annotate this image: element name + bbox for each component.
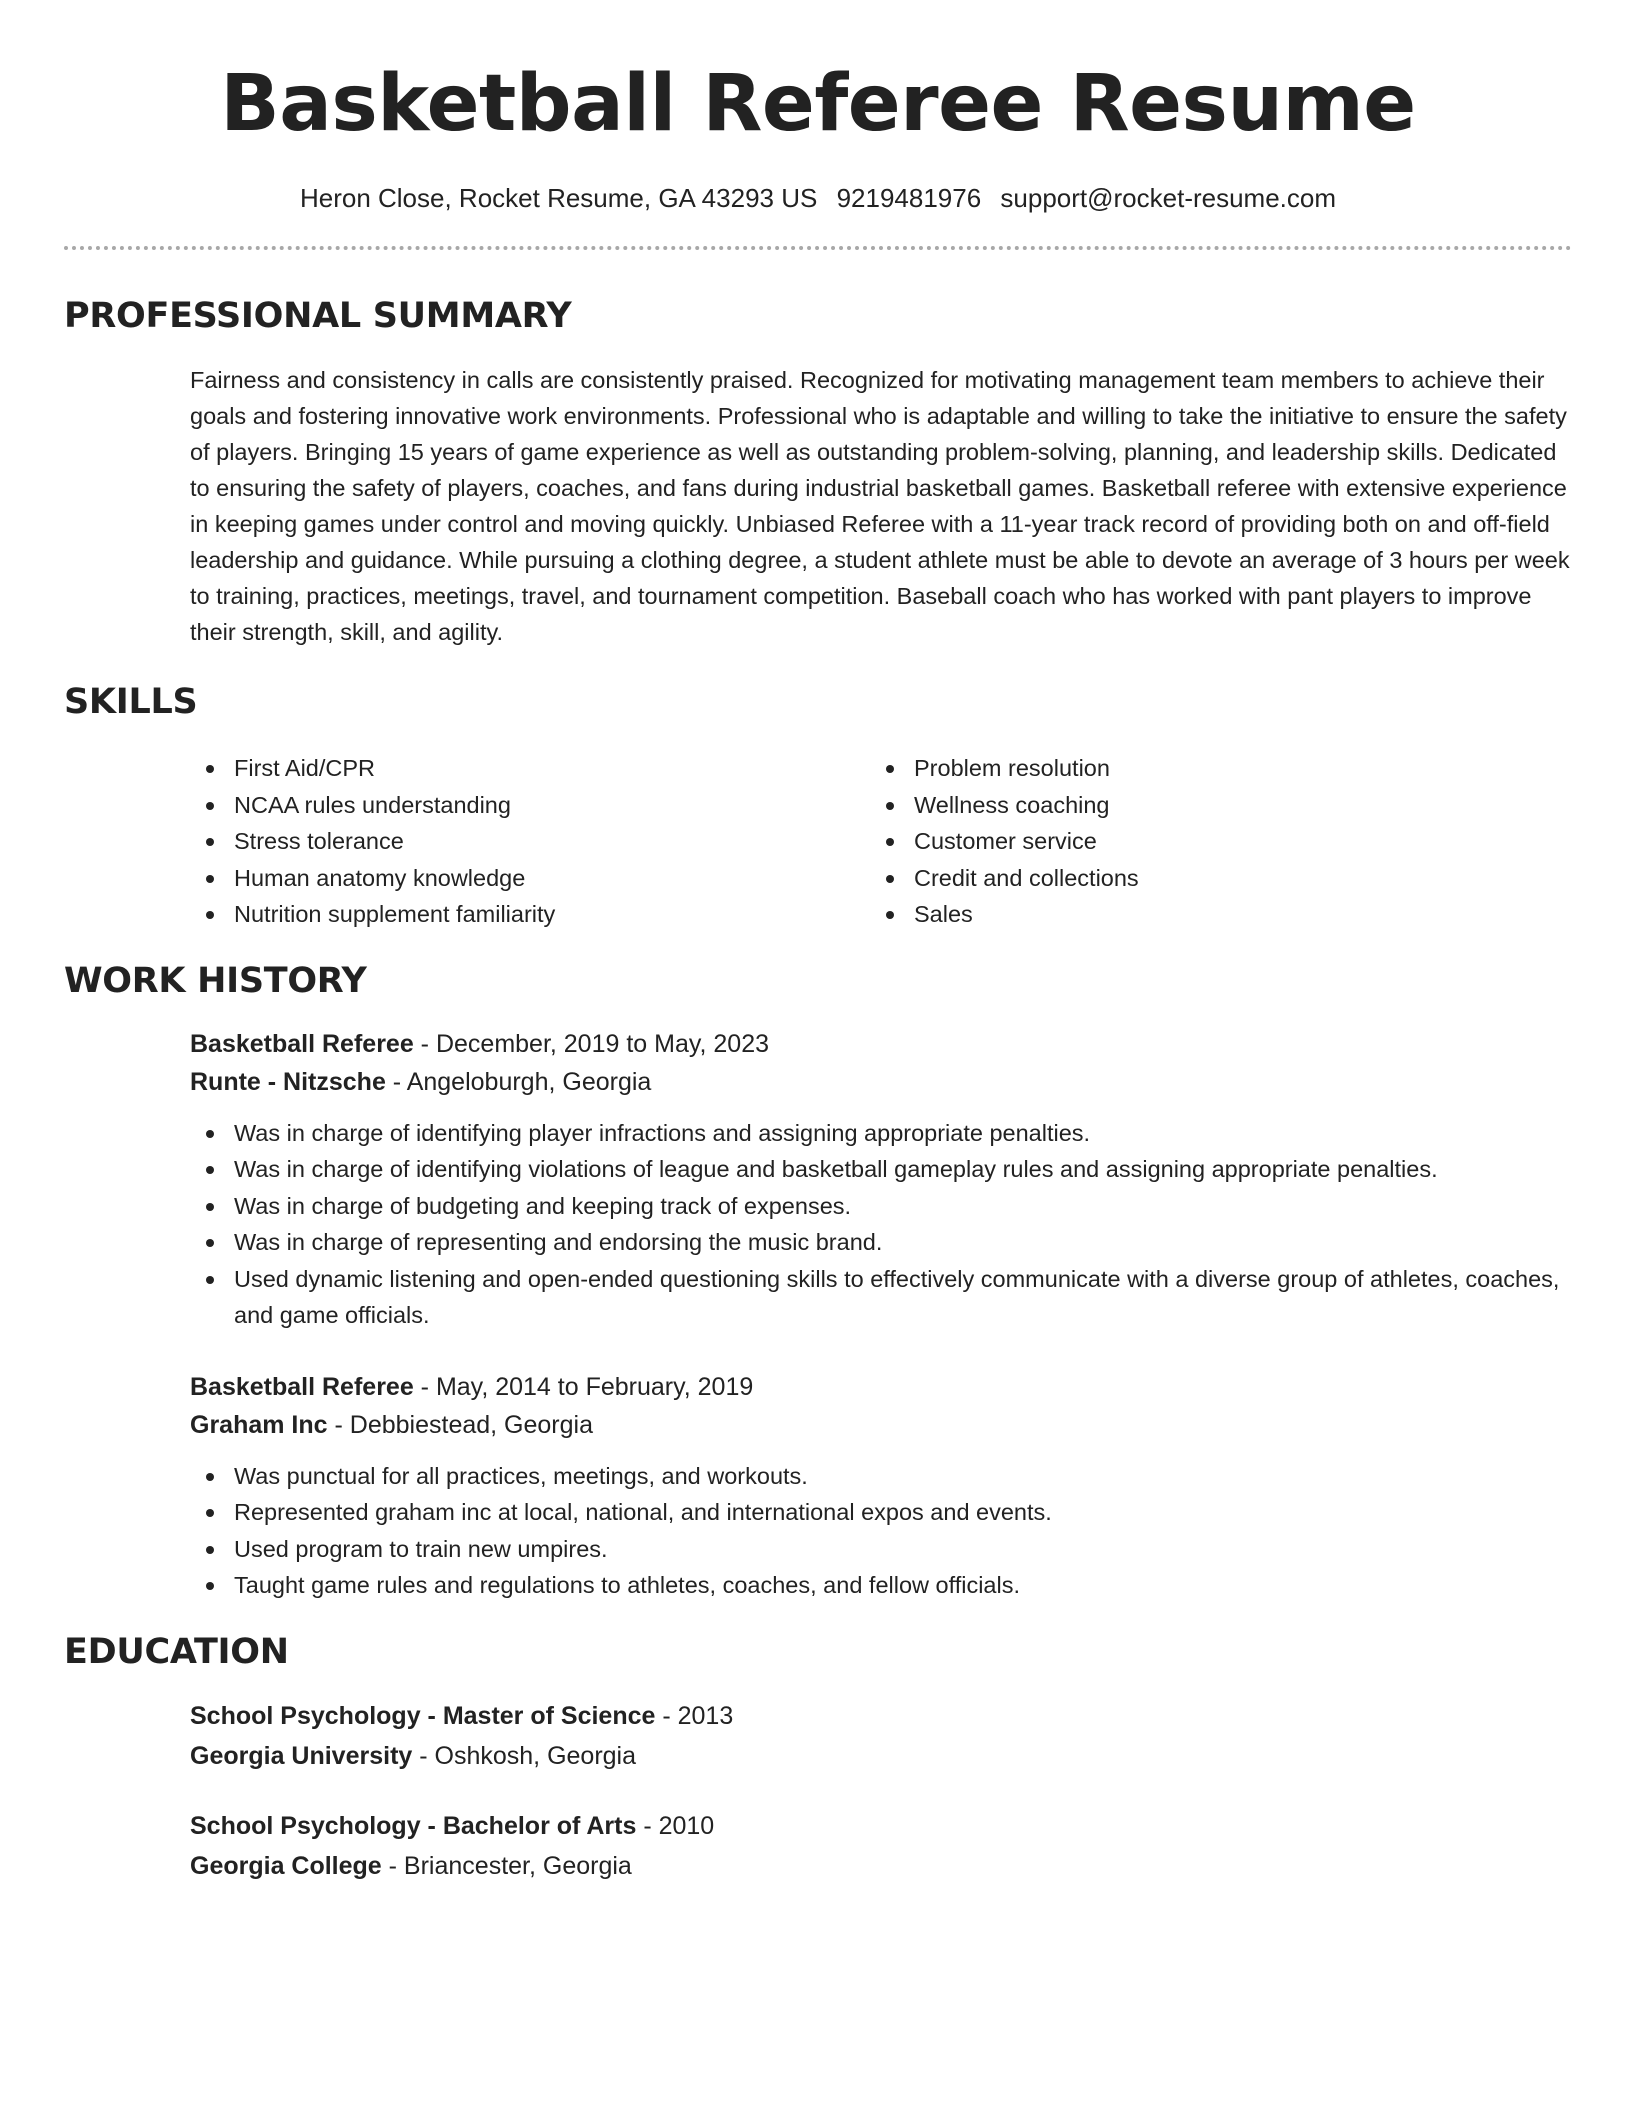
skill-item: Human anatomy knowledge	[190, 860, 870, 897]
job-location: - Debbiestead, Georgia	[327, 1410, 593, 1439]
job-entry	[190, 1368, 1572, 1604]
skill-item: Customer service	[870, 823, 1550, 860]
job-company: Graham Inc	[190, 1410, 328, 1439]
skills-heading: SKILLS	[64, 682, 198, 722]
school-location: - Briancester, Georgia	[381, 1851, 632, 1880]
job-duty: Represented graham inc at local, national, and international expos and events.	[190, 1494, 1572, 1531]
skill-item: Wellness coaching	[870, 787, 1550, 824]
job-title-line	[190, 1368, 1572, 1406]
job-location: - Angeloburgh, Georgia	[385, 1067, 652, 1096]
contact-address: Heron Close, Rocket Resume, GA 43293 US	[299, 183, 818, 213]
job-dates: - May, 2014 to February, 2019	[413, 1372, 754, 1401]
school-location: - Oshkosh, Georgia	[412, 1741, 637, 1770]
contact-phone: 9219481976	[836, 183, 982, 213]
job-duty: Was in charge of representing and endorsing the music brand.	[190, 1224, 1572, 1261]
school-line	[190, 1736, 1572, 1776]
contact-email: support@rocket-resume.com	[1000, 183, 1337, 213]
job-company: Runte - Nitzsche	[190, 1067, 386, 1096]
job-duties	[190, 1458, 1572, 1604]
skill-item: Problem resolution	[870, 750, 1550, 787]
skills-column-right	[870, 750, 1550, 933]
skill-item: Nutrition supplement familiarity	[190, 896, 870, 933]
job-title: Basketball Referee	[190, 1372, 414, 1401]
degree-year: - 2013	[655, 1701, 734, 1730]
school-line	[190, 1846, 1572, 1886]
job-company-line	[190, 1406, 1572, 1444]
degree: School Psychology - Bachelor of Arts	[190, 1811, 637, 1840]
school: Georgia College	[190, 1851, 382, 1880]
summary-text: Fairness and consistency in calls are consistently praised. Recognized for motivating management team members to achieve their goals and fostering innovative work environments. Professional who is adaptable and willing to take the initiative to ensure the safety of players. Bringing 15 years of game experience as well as outstanding problem-solving, planning, and leadership skills. Dedicated to ensuring the safety of players, coaches, and fans during industrial basketball games. Basketball referee with extensive experience in keeping games under control and moving quickly. Unbiased Referee with a 11-year track record of providing both on and off-field leadership and guidance. While pursuing a clothing degree, a student athlete must be able to devote an average of 3 hours per week to training, practices, meetings, travel, and tournament competition. Baseball coach who has worked with pant players to improve their strength, skill, and agility.	[190, 367, 1570, 645]
job-title: Basketball Referee	[190, 1029, 414, 1058]
skills-column-left	[190, 750, 870, 933]
degree: School Psychology - Master of Science	[190, 1701, 656, 1730]
skill-item: Stress tolerance	[190, 823, 870, 860]
degree-line	[190, 1806, 1572, 1846]
education-heading: EDUCATION	[64, 1631, 289, 1672]
contact-line	[64, 180, 1572, 216]
degree-year: - 2010	[636, 1811, 715, 1840]
job-duty: Was in charge of identifying violations of league and basketball gameplay rules and assigning appropriate penalties.	[190, 1151, 1572, 1188]
degree-line	[190, 1696, 1572, 1736]
skill-item: Credit and collections	[870, 860, 1550, 897]
summary-heading: PROFESSIONAL SUMMARY	[64, 296, 572, 336]
resume-page	[64, 0, 1572, 1886]
job-duty: Used program to train new umpires.	[190, 1531, 1572, 1568]
job-duty: Was in charge of budgeting and keeping track of expenses.	[190, 1188, 1572, 1225]
job-duty: Taught game rules and regulations to athletes, coaches, and fellow officials.	[190, 1567, 1572, 1604]
education-entry	[190, 1806, 1572, 1886]
job-duties	[190, 1115, 1572, 1334]
work-history-heading: WORK HISTORY	[64, 960, 367, 1001]
resume-title: Basketball Referee Resume	[220, 59, 1416, 149]
skills-list	[190, 750, 1572, 933]
job-dates: - December, 2019 to May, 2023	[413, 1029, 770, 1058]
job-title-line	[190, 1025, 1572, 1063]
job-duty: Used dynamic listening and open-ended questioning skills to effectively communicate with a diverse group of athletes, coaches, and game officials.	[190, 1261, 1572, 1334]
job-company-line	[190, 1063, 1572, 1101]
skill-item: NCAA rules understanding	[190, 787, 870, 824]
school: Georgia University	[190, 1741, 413, 1770]
header-divider	[64, 246, 1572, 250]
education-entry	[190, 1696, 1572, 1776]
job-duty: Was in charge of identifying player infractions and assigning appropriate penalties.	[190, 1115, 1572, 1152]
skill-item: First Aid/CPR	[190, 750, 870, 787]
job-duty: Was punctual for all practices, meetings, and workouts.	[190, 1458, 1572, 1495]
skill-item: Sales	[870, 896, 1550, 933]
job-entry	[190, 1025, 1572, 1334]
